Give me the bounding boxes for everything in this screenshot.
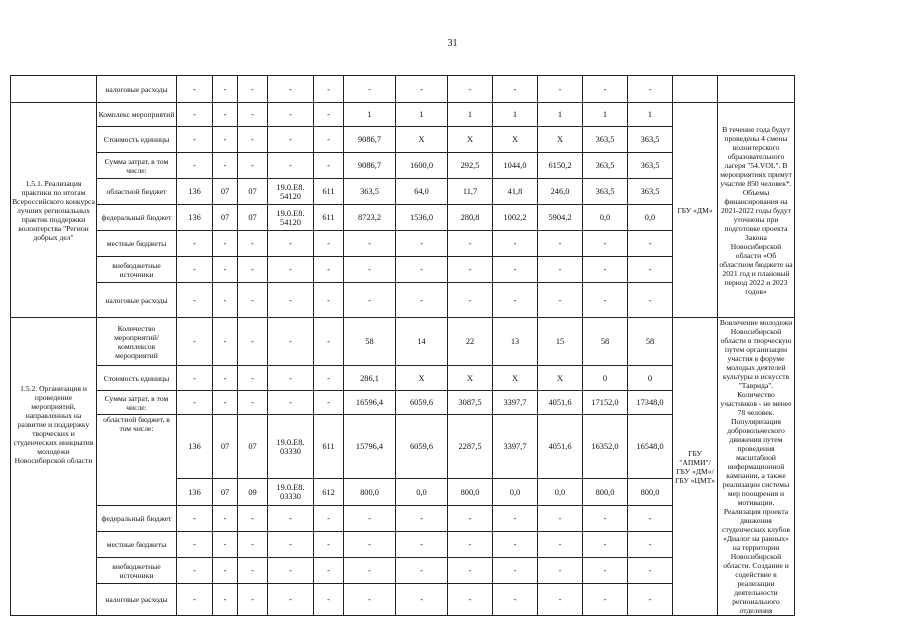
cell-value: -	[177, 532, 213, 558]
cell-value: -	[314, 76, 344, 103]
cell-value: 07	[213, 415, 238, 479]
cell-value: -	[583, 283, 628, 318]
cell-value: 363,5	[344, 179, 396, 205]
cell-value: -	[448, 231, 493, 257]
cell-value: 6150,2	[538, 153, 583, 179]
cell-value: X	[396, 366, 448, 391]
cell-value: -	[396, 283, 448, 318]
cell-value: 07	[213, 479, 238, 506]
page-number: 31	[447, 38, 458, 49]
cell-value: -	[268, 318, 314, 366]
cell-value: 1536,0	[396, 205, 448, 231]
cell-value: -	[538, 76, 583, 103]
cell-value: -	[213, 127, 238, 153]
cell-value: -	[344, 506, 396, 532]
cell-value: -	[314, 558, 344, 584]
cell-value: -	[314, 584, 344, 616]
cell-value: -	[314, 532, 344, 558]
cell-value: 16352,0	[583, 415, 628, 479]
cell-value: -	[344, 558, 396, 584]
cell-value: 611	[314, 179, 344, 205]
cell-value: -	[396, 257, 448, 283]
cell-value: -	[268, 391, 314, 415]
cell-value: 15796,4	[344, 415, 396, 479]
cell-value: -	[583, 506, 628, 532]
cell-value: 1044,0	[493, 153, 538, 179]
row-label: внебюджетные источники	[97, 558, 177, 584]
row-label: местные бюджеты	[97, 231, 177, 257]
cell-value: 5904,2	[538, 205, 583, 231]
cell-value: -	[238, 391, 268, 415]
cell-value: 16596,4	[344, 391, 396, 415]
cell-value: -	[493, 584, 538, 616]
table-row	[11, 103, 905, 127]
cell-value: -	[396, 532, 448, 558]
cell-value: -	[268, 231, 314, 257]
cell-value: -	[628, 231, 673, 257]
cell-value: -	[213, 283, 238, 318]
cell-value: 611	[314, 205, 344, 231]
cell-value: 1	[344, 103, 396, 127]
cell-value: -	[493, 506, 538, 532]
cell-value: -	[628, 283, 673, 318]
cell-value: -	[538, 283, 583, 318]
cell-value: -	[583, 532, 628, 558]
cell-value: -	[314, 318, 344, 366]
cell-value: -	[344, 283, 396, 318]
row-label: Сумма затрат, в том числе:	[97, 391, 177, 415]
cell-value: 363,5	[628, 179, 673, 205]
cell-value: -	[268, 103, 314, 127]
cell-value: 07	[238, 205, 268, 231]
cell-value: 6059,6	[396, 415, 448, 479]
cell-value: -	[238, 257, 268, 283]
cell-value: 280,8	[448, 205, 493, 231]
cell-value: -	[396, 76, 448, 103]
cell-value: -	[213, 257, 238, 283]
cell-value: X	[448, 366, 493, 391]
cell-value: 3397,7	[493, 415, 538, 479]
cell-value: -	[177, 584, 213, 616]
cell-value: -	[238, 283, 268, 318]
cell-value: -	[314, 103, 344, 127]
cell-value: X	[448, 127, 493, 153]
cell-value: -	[628, 257, 673, 283]
cell-value: -	[177, 103, 213, 127]
cell-value: -	[213, 366, 238, 391]
row-label: областной бюджет, в том числе:	[97, 415, 177, 506]
cell-value: -	[628, 76, 673, 103]
cell-value: 41,8	[493, 179, 538, 205]
cell-value: 136	[177, 415, 213, 479]
cell-value: 0,0	[628, 205, 673, 231]
cell-value: -	[177, 558, 213, 584]
cell-value: 1	[538, 103, 583, 127]
cell-value: 14	[396, 318, 448, 366]
cell-value: -	[314, 366, 344, 391]
cell-value: -	[493, 257, 538, 283]
cell-value: -	[314, 231, 344, 257]
cell-value: 22	[448, 318, 493, 366]
cell-value: 1	[628, 103, 673, 127]
cell-value: -	[583, 558, 628, 584]
cell-value: -	[628, 506, 673, 532]
cell-value: 19.0.E8. 54120	[268, 205, 314, 231]
cell-value: 363,5	[583, 179, 628, 205]
expected-result: В течение года будут проведены 4 смены волонтерского образовательного лагеря "54.VOL". В мероприятиях примут участие 850 человек*. Объемы финансирования на 2021-2022 годы будут уточнены при подготовке проекта Закона Новосибирской области «Об областном бюджете на 2021 год и плановый период 2022 и 2023 годов»	[718, 103, 795, 318]
cell-value: -	[493, 558, 538, 584]
cell-value: -	[344, 257, 396, 283]
cell-value: -	[177, 76, 213, 103]
cell-value: -	[268, 584, 314, 616]
cell-value: -	[213, 532, 238, 558]
cell-value: -	[238, 153, 268, 179]
cell-value: 0,0	[396, 479, 448, 506]
row-label: Количество мероприятий/комплексов мероприятий	[97, 318, 177, 366]
cell-value: 9086,7	[344, 127, 396, 153]
cell-value: 0	[583, 366, 628, 391]
cell-value: -	[213, 391, 238, 415]
cell-value: 17152,0	[583, 391, 628, 415]
cell-value: X	[538, 366, 583, 391]
cell-value: 800,0	[583, 479, 628, 506]
cell-value: -	[344, 76, 396, 103]
cell-value: -	[448, 257, 493, 283]
cell-value: -	[213, 558, 238, 584]
cell-value: -	[213, 506, 238, 532]
cell-value: -	[448, 506, 493, 532]
cell-value: -	[314, 153, 344, 179]
cell-value: X	[538, 127, 583, 153]
budget-table	[10, 75, 905, 616]
cell-value: -	[213, 231, 238, 257]
cell-value: -	[268, 506, 314, 532]
cell-value: -	[538, 506, 583, 532]
cell-value: -	[493, 283, 538, 318]
cell-value: 15	[538, 318, 583, 366]
cell-value: -	[344, 231, 396, 257]
cell-value: X	[396, 127, 448, 153]
cell-value: 19.0.E8. 03330	[268, 415, 314, 479]
cell-value: 58	[583, 318, 628, 366]
cell-value: -	[268, 76, 314, 103]
cell-value: 612	[314, 479, 344, 506]
cell-value: -	[238, 532, 268, 558]
cell-value: 1	[583, 103, 628, 127]
cell-value: -	[238, 127, 268, 153]
cell-value: -	[268, 127, 314, 153]
cell-value: -	[396, 558, 448, 584]
cell-value: 136	[177, 179, 213, 205]
cell-value: -	[177, 366, 213, 391]
cell-value: -	[344, 532, 396, 558]
cell-value: -	[177, 283, 213, 318]
row-label: налоговые расходы	[97, 283, 177, 318]
cell-value: -	[238, 584, 268, 616]
cell-value: -	[314, 506, 344, 532]
cell-value: -	[493, 231, 538, 257]
cell-value: 4051,6	[538, 415, 583, 479]
cell-value: 58	[344, 318, 396, 366]
cell-value: -	[493, 76, 538, 103]
cell-value: 363,5	[583, 127, 628, 153]
cell-value: -	[268, 366, 314, 391]
event-name: 1.5.1. Реализация практики по итогам Всероссийского конкурса лучших региональных практик поддержки волонтерства "Регион добрых дел"	[11, 103, 97, 318]
cell-value: 800,0	[448, 479, 493, 506]
cell-value: 07	[238, 415, 268, 479]
cell-value: X	[493, 366, 538, 391]
cell-value: 16548,0	[628, 415, 673, 479]
row-label: налоговые расходы	[97, 584, 177, 616]
table-row	[11, 76, 905, 103]
table-row	[11, 318, 905, 366]
cell-value: 0	[628, 366, 673, 391]
cell-value: 292,5	[448, 153, 493, 179]
cell-value: -	[538, 257, 583, 283]
cell-value: -	[538, 558, 583, 584]
cell-value: 6059,6	[396, 391, 448, 415]
row-label: Стоимость единицы	[97, 366, 177, 391]
row-label: федеральный бюджет	[97, 205, 177, 231]
cell-value: 1600,0	[396, 153, 448, 179]
cell-value: -	[213, 584, 238, 616]
cell-value: -	[177, 231, 213, 257]
event-name: 1.5.2. Организация и проведение мероприятий, направленных на развитие и поддержку творческих и студенческих инициатив молодежи Новосибирской области	[11, 318, 97, 616]
cell-value: 136	[177, 205, 213, 231]
cell-value: 13	[493, 318, 538, 366]
cell-value: 9086,7	[344, 153, 396, 179]
cell-value: 2287,5	[448, 415, 493, 479]
cell-value: 611	[314, 415, 344, 479]
executor: ГБУ "АПМИ"/ГБУ «ДМ»/ГБУ «ЦМТ»	[673, 318, 718, 616]
cell-value: -	[448, 532, 493, 558]
cell-value: -	[268, 532, 314, 558]
cell-value: 19.0.E8. 54120	[268, 179, 314, 205]
cell-value: -	[177, 257, 213, 283]
cell-value: 1002,2	[493, 205, 538, 231]
cell-value: 1	[493, 103, 538, 127]
cell-value: 246,0	[538, 179, 583, 205]
cell-value: -	[177, 318, 213, 366]
cell-value: 11,7	[448, 179, 493, 205]
executor: ГБУ «ДМ»	[673, 103, 718, 318]
cell-value: -	[213, 153, 238, 179]
cell-value: 363,5	[628, 127, 673, 153]
row-label: Комплекс мероприятий	[97, 103, 177, 127]
cell-value: 0,0	[493, 479, 538, 506]
cell-value: -	[314, 257, 344, 283]
expected-result: Вовлечение молодежи Новосибирской области в творческую путем организации участия в форуме молодых деятелей культуры и искусств "Таврида". Количество участников - не менее 78 человек. Популяризация добровольческого движения путем проведения масштабной информационной кампании, а также реализации системы мер поощрения и мотивации. Реализация проекта движения студенческих клубов «Диалог на равных» на территории Новосибирской области. Создание и содействие в реализации деятельности регионального отделения	[718, 318, 795, 616]
cell-value: 0,0	[583, 205, 628, 231]
cell-value: -	[493, 532, 538, 558]
row-label: областной бюджет	[97, 179, 177, 205]
cell-value: 07	[213, 205, 238, 231]
cell-value: -	[448, 584, 493, 616]
cell-value: -	[177, 506, 213, 532]
cell-value: -	[583, 231, 628, 257]
cell-value: 4051,6	[538, 391, 583, 415]
cell-value: -	[238, 318, 268, 366]
cell-value: -	[314, 283, 344, 318]
cell-value: 8723,2	[344, 205, 396, 231]
cell-value: -	[238, 366, 268, 391]
cell-value: 800,0	[628, 479, 673, 506]
cell-value: 58	[628, 318, 673, 366]
cell-value: -	[628, 558, 673, 584]
cell-value: -	[238, 76, 268, 103]
cell-value: -	[268, 283, 314, 318]
cell-value: 363,5	[628, 153, 673, 179]
row-label: налоговые расходы	[97, 76, 177, 103]
cell-value: 07	[238, 179, 268, 205]
cell-value: 09	[238, 479, 268, 506]
cell-value: 19.0.E8. 03330	[268, 479, 314, 506]
cell-value: 286,1	[344, 366, 396, 391]
cell-value: -	[238, 103, 268, 127]
cell-value: -	[538, 532, 583, 558]
cell-value: 07	[213, 179, 238, 205]
row-label: внебюджетные источники	[97, 257, 177, 283]
cell-value: 1	[396, 103, 448, 127]
cell-value: 800,0	[344, 479, 396, 506]
cell-value: -	[448, 558, 493, 584]
cell-value: -	[268, 257, 314, 283]
row-label: местные бюджеты	[97, 532, 177, 558]
cell-value: -	[314, 127, 344, 153]
cell-value: -	[396, 231, 448, 257]
cell-value: -	[583, 584, 628, 616]
row-label: Стоимость единицы	[97, 127, 177, 153]
cell-value: 136	[177, 479, 213, 506]
cell-value: -	[314, 391, 344, 415]
cell-value: -	[213, 318, 238, 366]
cell-value: X	[493, 127, 538, 153]
row-label: Сумма затрат, в том числе:	[97, 153, 177, 179]
cell-value: -	[448, 283, 493, 318]
cell-value: 1	[448, 103, 493, 127]
cell-value: -	[344, 584, 396, 616]
cell-value: -	[628, 584, 673, 616]
cell-value: -	[396, 584, 448, 616]
cell-value: -	[396, 506, 448, 532]
cell-value: -	[448, 76, 493, 103]
cell-value: 3087,5	[448, 391, 493, 415]
cell-value: -	[628, 532, 673, 558]
cell-value: -	[213, 76, 238, 103]
cell-value: 363,5	[583, 153, 628, 179]
cell-value: -	[583, 76, 628, 103]
cell-value: 3397,7	[493, 391, 538, 415]
cell-value: -	[238, 231, 268, 257]
cell-value: -	[238, 558, 268, 584]
cell-value: -	[538, 584, 583, 616]
cell-value: -	[177, 391, 213, 415]
cell-value: 0,0	[538, 479, 583, 506]
cell-value: -	[213, 103, 238, 127]
cell-value: -	[583, 257, 628, 283]
cell-value: -	[268, 153, 314, 179]
row-label: федеральный бюджет	[97, 506, 177, 532]
cell-value: -	[177, 153, 213, 179]
cell-value: -	[238, 506, 268, 532]
cell-value: -	[268, 558, 314, 584]
cell-value: 17348,0	[628, 391, 673, 415]
cell-value: -	[177, 127, 213, 153]
cell-value: -	[538, 231, 583, 257]
cell-value: 64,0	[396, 179, 448, 205]
